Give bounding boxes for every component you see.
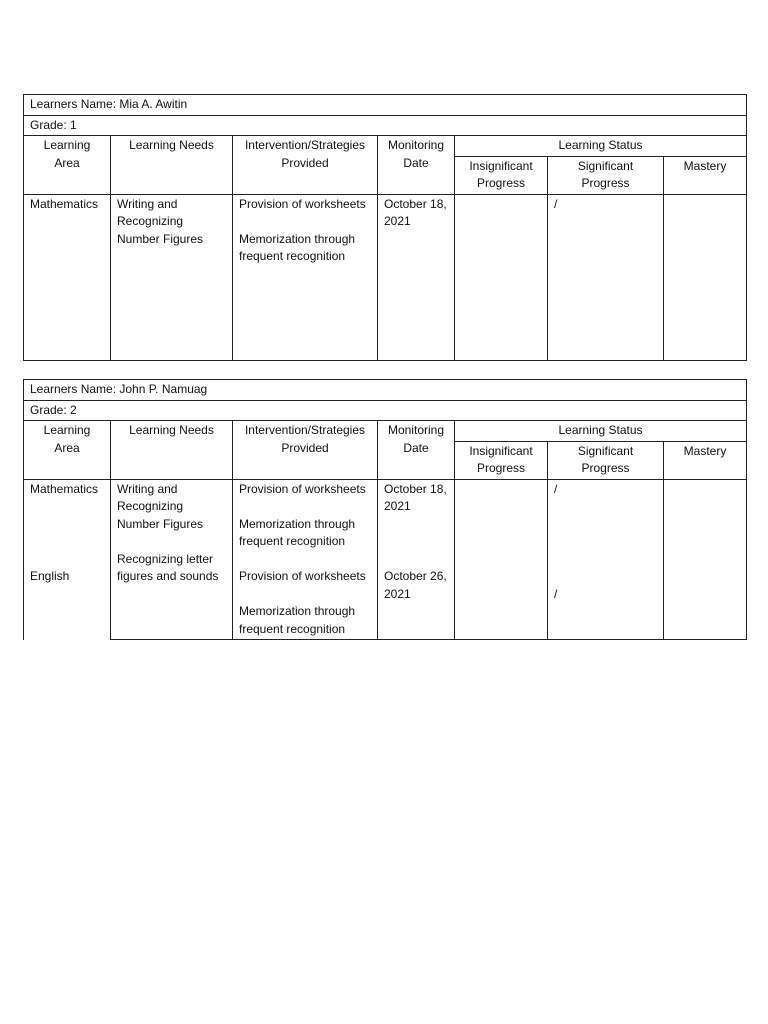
header-significant-progress: Significant Progress — [548, 441, 664, 479]
learning-needs-item: Recognizing letter figures and sounds — [117, 551, 219, 583]
header-insignificant-progress: Insignificant Progress — [455, 441, 548, 479]
monitoring-date-cell — [378, 479, 455, 640]
significant-progress-item: / — [554, 586, 558, 601]
grade-cell: Grade: 1 — [24, 115, 747, 136]
header-row — [24, 136, 747, 157]
monitoring-date-cell: October 18, 2021 — [378, 194, 455, 360]
learning-needs-cell: Writing and Recognizing Number Figures — [111, 194, 233, 360]
learning-area-cell: Mathematics — [24, 194, 111, 360]
learner-name-row — [24, 95, 747, 116]
header-insignificant-progress: Insignificant Progress — [455, 156, 548, 194]
monitoring-date-item: October 26, 2021 — [384, 569, 447, 601]
learner-record-table-1 — [23, 94, 747, 361]
learner-name-cell: Learners Name: Mia A. Awitin — [24, 95, 747, 116]
header-significant-progress: Significant Progress — [548, 156, 664, 194]
significant-progress-cell: / — [548, 194, 664, 360]
intervention-item: Memorization through frequent recognition — [239, 516, 356, 548]
header-learning-area: Learning Area — [24, 136, 111, 195]
grade-cell: Grade: 2 — [24, 400, 747, 421]
learner-name-cell: Learners Name: John P. Namuag — [24, 380, 747, 401]
grade-row — [24, 400, 747, 421]
intervention-cell — [233, 479, 378, 640]
mastery-cell — [664, 194, 747, 360]
learning-needs-item: Writing and Recognizing Number Figures — [117, 481, 204, 531]
grade-row — [24, 115, 747, 136]
header-mastery: Mastery — [664, 441, 747, 479]
table-row — [24, 479, 747, 640]
intervention-cell — [233, 194, 378, 360]
monitoring-date-item: October 18, 2021 — [384, 481, 447, 513]
header-intervention: Intervention/Strategies Provided — [233, 421, 378, 480]
learning-area-item: English — [30, 569, 70, 583]
mastery-cell — [664, 479, 747, 640]
header-learning-needs: Learning Needs — [111, 136, 233, 195]
header-intervention: Intervention/Strategies Provided — [233, 136, 378, 195]
intervention-item: Provision of worksheets — [239, 569, 366, 583]
intervention-item: Provision of worksheets — [239, 481, 366, 496]
header-row — [24, 421, 747, 442]
intervention-item: Memorization through frequent recognition — [239, 604, 356, 636]
intervention-item: Memorization through frequent recognition — [239, 231, 356, 263]
learning-needs-cell — [111, 479, 233, 640]
significant-progress-item: / — [554, 481, 558, 496]
header-monitoring-date: Monitoring Date — [378, 136, 455, 195]
table-row — [24, 194, 747, 360]
intervention-item: Provision of worksheets — [239, 196, 366, 211]
insignificant-progress-cell — [455, 194, 548, 360]
header-learning-status: Learning Status — [455, 421, 747, 442]
header-learning-status: Learning Status — [455, 136, 747, 157]
learning-area-cell — [24, 479, 111, 640]
learner-name-row — [24, 380, 747, 401]
header-mastery: Mastery — [664, 156, 747, 194]
significant-progress-cell — [548, 479, 664, 640]
header-learning-area: Learning Area — [24, 421, 111, 480]
insignificant-progress-cell — [455, 479, 548, 640]
learner-record-table-2 — [23, 379, 747, 640]
header-learning-needs: Learning Needs — [111, 421, 233, 480]
learning-area-item: Mathematics — [30, 481, 99, 496]
header-monitoring-date: Monitoring Date — [378, 421, 455, 480]
